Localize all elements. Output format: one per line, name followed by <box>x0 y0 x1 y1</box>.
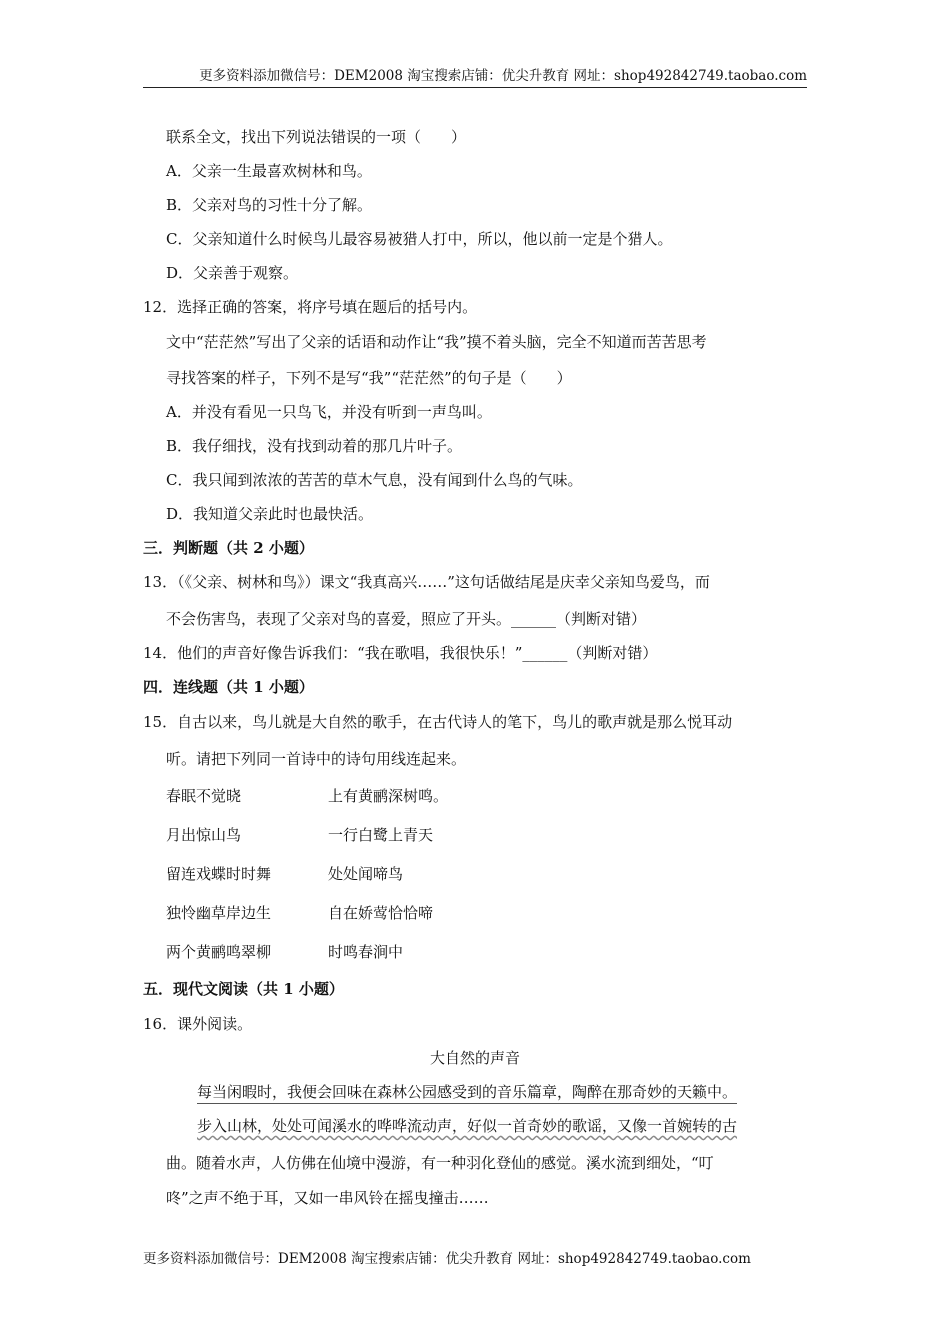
passage-para1: 每当闲暇时，我便会回味在森林公园感受到的音乐篇章，陶醉在那奇妙的天籁中。 <box>197 1082 737 1104</box>
page-header: 更多资料添加微信号：DEM2008 淘宝搜索店铺：优尖升教育 网址：shop492842749.taobao.com <box>143 64 807 88</box>
poem-left-1: 春眠不觉晓 <box>166 787 242 805</box>
q11-option-c: C．父亲知道什么时候鸟儿最容易被猎人打中，所以，他以前一定是个猎人。 <box>166 230 673 248</box>
poem-left-5: 两个黄鹂鸣翠柳 <box>166 943 272 961</box>
q12-stem-line1: 文中“茫茫然”写出了父亲的话语和动作让“我”摸不着头脑，完全不知道而苦苦思考 <box>166 333 707 351</box>
q11-stem: 联系全文，找出下列说法错误的一项（ ） <box>166 128 467 146</box>
poem-right-3: 处处闻啼鸟 <box>328 865 404 883</box>
poem-left-4: 独怜幽草岸边生 <box>166 904 272 922</box>
passage-para2-line1: 步入山林，处处可闻溪水的哗哗流动声，好似一首奇妙的歌谣，又像一首婉转的古 <box>197 1117 738 1135</box>
q11-option-a: A．父亲一生最喜欢树林和鸟。 <box>166 162 372 180</box>
section-4-heading: 四．连线题（共 1 小题） <box>143 678 314 696</box>
q11-option-b: B．父亲对鸟的习性十分了解。 <box>166 196 373 214</box>
poem-left-3: 留连戏蝶时时舞 <box>166 865 272 883</box>
q13-line2: 不会伤害鸟，表现了父亲对鸟的喜爱，照应了开头。______（判断对错） <box>166 610 647 628</box>
passage-para2-line2: 曲。随着水声，人仿佛在仙境中漫游，有一种羽化登仙的感觉。溪水流到细处，“叮 <box>166 1154 714 1172</box>
poem-right-1: 上有黄鹂深树鸣。 <box>328 787 449 805</box>
q14: 14．他们的声音好像告诉我们：“我在歌唱，我很快乐！”______（判断对错） <box>143 644 658 662</box>
poem-right-5: 时鸣春涧中 <box>328 943 404 961</box>
q15-line1: 15．自古以来，鸟儿就是大自然的歌手，在古代诗人的笔下，鸟儿的歌声就是那么悦耳动 <box>143 713 733 731</box>
section-5-heading: 五．现代文阅读（共 1 小题） <box>143 980 344 998</box>
passage-title: 大自然的声音 <box>429 1049 520 1067</box>
poem-right-2: 一行白鹭上青天 <box>328 826 434 844</box>
passage-para2-line3: 咚”之声不绝于耳，又如一串风铃在摇曳撞击…… <box>166 1189 489 1207</box>
poem-right-4: 自在娇莺恰恰啼 <box>328 904 434 922</box>
page-footer: 更多资料添加微信号：DEM2008 淘宝搜索店铺：优尖升教育 网址：shop492842749.taobao.com <box>143 1251 751 1267</box>
q11-option-d: D．父亲善于观察。 <box>166 264 299 282</box>
q12-option-b: B．我仔细找，没有找到动着的那几片叶子。 <box>166 437 463 455</box>
q15-line2: 听。请把下列同一首诗中的诗句用线连起来。 <box>166 750 467 768</box>
q12-option-d: D．我知道父亲此时也最快活。 <box>166 505 374 523</box>
q12-title: 12．选择正确的答案，将序号填在题后的括号内。 <box>143 298 478 316</box>
q12-stem-line2: 寻找答案的样子，下列不是写“我”“茫茫然”的句子是（ ） <box>166 369 572 387</box>
section-3-heading: 三．判断题（共 2 小题） <box>143 539 314 557</box>
q12-option-c: C．我只闻到浓浓的苦苦的草木气息，没有闻到什么鸟的气味。 <box>166 471 583 489</box>
q13-line1: 13．（《父亲、树林和鸟》）课文“我真高兴……”这句话做结尾是庆幸父亲知鸟爱鸟，而 <box>143 573 710 591</box>
q16-title: 16．课外阅读。 <box>143 1015 253 1033</box>
q12-option-a: A．并没有看见一只鸟飞，并没有听到一声鸟叫。 <box>166 403 492 421</box>
poem-left-2: 月出惊山鸟 <box>166 826 242 844</box>
